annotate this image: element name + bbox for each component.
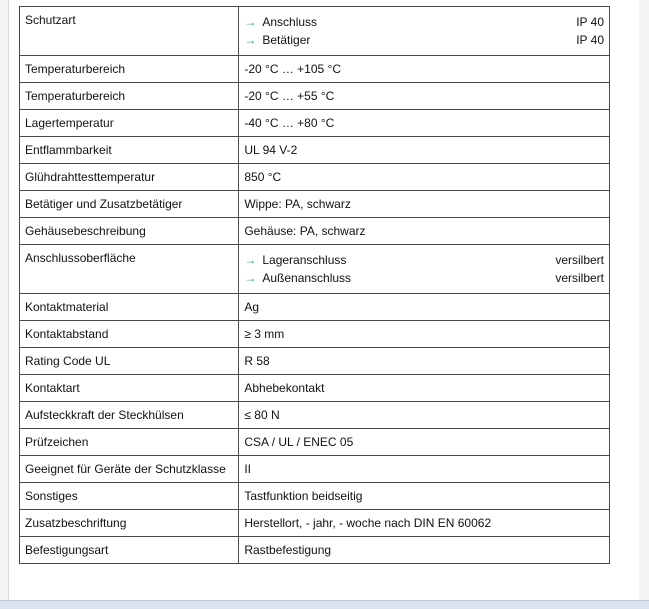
table-row <box>20 294 610 321</box>
row-value: Rastbefestigung <box>239 537 610 564</box>
right-arrow-icon: → <box>244 15 257 29</box>
row-value: Wippe: PA, schwarz <box>239 191 610 218</box>
item-value: IP 40 <box>576 15 604 29</box>
table-row <box>20 137 610 164</box>
bottom-toolbar-strip <box>0 600 649 609</box>
table-row <box>20 510 610 537</box>
row-label: Geeignet für Geräte der Schutzklasse <box>20 456 239 483</box>
row-value: R 58 <box>239 348 610 375</box>
table-row <box>20 218 610 245</box>
item-value: IP 40 <box>576 33 604 47</box>
row-value: ≤ 80 N <box>239 402 610 429</box>
row-label: Befestigungsart <box>20 537 239 564</box>
row-label: Lagertemperatur <box>20 110 239 137</box>
table-row <box>20 245 610 294</box>
right-arrow-icon: → <box>244 271 257 285</box>
table-row <box>20 83 610 110</box>
row-value: ≥ 3 mm <box>239 321 610 348</box>
content-frame <box>8 0 640 609</box>
row-value: -40 °C … +80 °C <box>239 110 610 137</box>
table-row <box>20 456 610 483</box>
row-value: Gehäuse: PA, schwarz <box>239 218 610 245</box>
row-value: Abhebekontakt <box>239 375 610 402</box>
row-label: Zusatzbeschriftung <box>20 510 239 537</box>
item-value: versilbert <box>555 253 604 267</box>
row-value: Ag <box>239 294 610 321</box>
table-row <box>20 429 610 456</box>
row-value: -20 °C … +105 °C <box>239 56 610 83</box>
table-row <box>20 164 610 191</box>
table-row <box>20 191 610 218</box>
row-label: Kontaktmaterial <box>20 294 239 321</box>
spec-table <box>19 6 610 564</box>
table-row <box>20 348 610 375</box>
row-value <box>239 245 610 294</box>
row-label: Prüfzeichen <box>20 429 239 456</box>
row-label: Aufsteckkraft der Steckhülsen <box>20 402 239 429</box>
table-row <box>20 402 610 429</box>
row-label: Kontaktart <box>20 375 239 402</box>
table-row <box>20 7 610 56</box>
row-label: Betätiger und Zusatzbetätiger <box>20 191 239 218</box>
table-row <box>20 537 610 564</box>
row-value: Tastfunktion beidseitig <box>239 483 610 510</box>
right-arrow-icon: → <box>244 253 257 267</box>
table-row <box>20 321 610 348</box>
table-row <box>20 483 610 510</box>
row-value: II <box>239 456 610 483</box>
item-name: Lageranschluss <box>262 253 347 267</box>
item-name: Betätiger <box>262 33 311 47</box>
row-value: UL 94 V-2 <box>239 137 610 164</box>
row-label: Rating Code UL <box>20 348 239 375</box>
item-name: Anschluss <box>262 15 318 29</box>
row-label: Sonstiges <box>20 483 239 510</box>
row-label: Anschlussoberfläche <box>20 245 239 294</box>
row-value: CSA / UL / ENEC 05 <box>239 429 610 456</box>
row-label: Gehäusebeschreibung <box>20 218 239 245</box>
row-label: Kontaktabstand <box>20 321 239 348</box>
row-value: -20 °C … +55 °C <box>239 83 610 110</box>
row-label: Schutzart <box>20 7 239 56</box>
row-label: Temperaturbereich <box>20 56 239 83</box>
table-row <box>20 110 610 137</box>
list-item <box>244 31 604 49</box>
list-item <box>244 13 604 31</box>
item-name: Außenanschluss <box>262 271 352 285</box>
page-gutter <box>639 0 649 609</box>
item-value: versilbert <box>555 271 604 285</box>
list-item <box>244 251 604 269</box>
row-value: 850 °C <box>239 164 610 191</box>
row-label: Temperaturbereich <box>20 83 239 110</box>
row-value <box>239 7 610 56</box>
table-row <box>20 375 610 402</box>
right-arrow-icon: → <box>244 33 257 47</box>
list-item <box>244 269 604 287</box>
row-label: Entflammbarkeit <box>20 137 239 164</box>
table-row <box>20 56 610 83</box>
row-value: Herstellort, - jahr, - woche nach DIN EN 60062 <box>239 510 610 537</box>
row-label: Glühdrahttesttemperatur <box>20 164 239 191</box>
